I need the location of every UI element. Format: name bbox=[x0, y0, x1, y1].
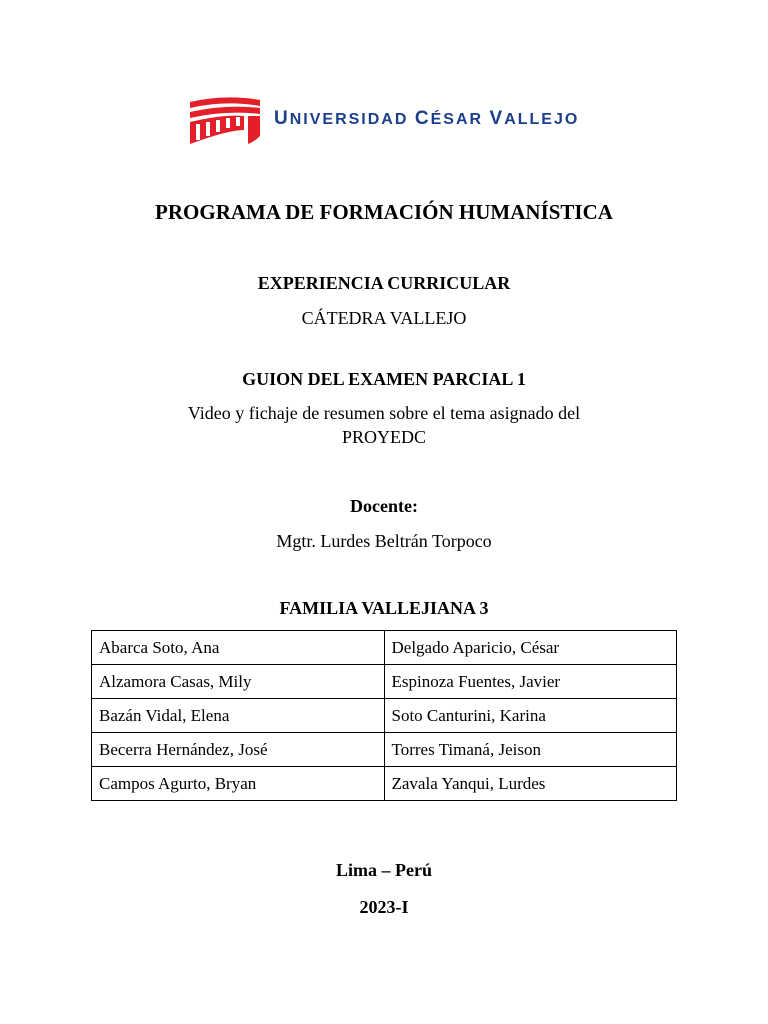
academic-term: 2023-I bbox=[359, 897, 409, 917]
member-name: Soto Canturini, Karina bbox=[384, 699, 677, 733]
curricular-heading: EXPERIENCIA CURRICULAR bbox=[257, 273, 511, 293]
table-row bbox=[92, 767, 677, 801]
member-name: Abarca Soto, Ana bbox=[92, 631, 385, 665]
member-name: Becerra Hernández, José bbox=[92, 733, 385, 767]
family-heading: FAMILIA VALLEJIANA 3 bbox=[279, 598, 489, 618]
table-row bbox=[92, 699, 677, 733]
members-table bbox=[91, 630, 677, 801]
exam-description-line: PROYEDC bbox=[341, 427, 426, 447]
course-name: CÁTEDRA VALLEJO bbox=[301, 308, 467, 328]
table-row bbox=[92, 665, 677, 699]
member-name: Torres Timaná, Jeison bbox=[384, 733, 677, 767]
member-name: Alzamora Casas, Mily bbox=[92, 665, 385, 699]
member-name: Zavala Yanqui, Lurdes bbox=[384, 767, 677, 801]
university-name: UNIVERSIDAD CÉSAR VALLEJO bbox=[274, 108, 580, 129]
city-location: Lima – Perú bbox=[336, 860, 432, 880]
exam-heading: GUION DEL EXAMEN PARCIAL 1 bbox=[242, 369, 526, 389]
table-row bbox=[92, 733, 677, 767]
teacher-label: Docente: bbox=[350, 496, 418, 516]
teacher-name: Mgtr. Lurdes Beltrán Torpoco bbox=[276, 531, 492, 551]
university-logo bbox=[188, 96, 608, 148]
member-name: Espinoza Fuentes, Javier bbox=[384, 665, 677, 699]
university-emblem-icon bbox=[188, 96, 264, 148]
table-row bbox=[92, 631, 677, 665]
member-name: Bazán Vidal, Elena bbox=[92, 699, 385, 733]
exam-description-line: Video y fichaje de resumen sobre el tema asignado del bbox=[187, 403, 581, 423]
program-title: PROGRAMA DE FORMACIÓN HUMANÍSTICA bbox=[155, 200, 613, 224]
member-name: Campos Agurto, Bryan bbox=[92, 767, 385, 801]
member-name: Delgado Aparicio, César bbox=[384, 631, 677, 665]
